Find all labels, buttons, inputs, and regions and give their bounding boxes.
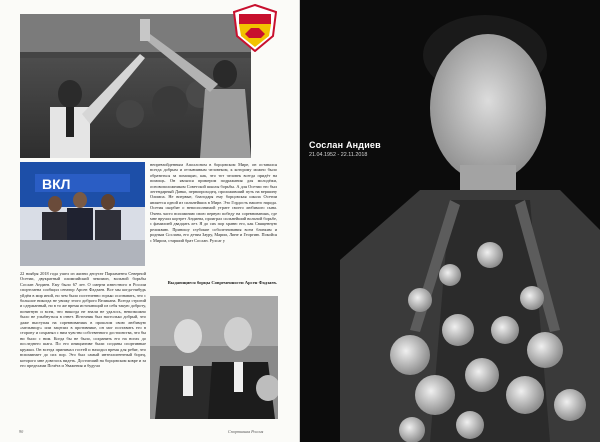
person-name: Сослан Андиев xyxy=(309,140,381,150)
article-text-left-column: 22 ноября 2018 года ушел из жизни депутат Парламента Северной Осетии, двукратный олимпийский чемпион, вольной борьбы Сослан Андиев. Ему было 67 лет. О смерти известного в России спортсмена сообщил сенатор Арсен Фадзаев. Все мы когда-нибудь уйдём в мир иной, но чем было постепенно горько осознавать, что с большое никогда не увижу этого доброго Великана. Всегда строгий и сдержанный, но в то же время источающий из себя такую доброту, понятную и всем, что никогда не знали не удалось, невозможно было не улыбнуться в ответ. Источник был настолько добрый, что даже выступая на соревнованиях в прошлом свою любимую «мельницу» или зацепил в противнике, он мог поставить его в сторону и сохранял с ним чувство собственного достоинства, что бы ни было с ним. Когда бы не было, сохранить его на ногах до последнего шага. По его инициативе были созданы спортивные кружки. Он всегда принимал гостей и находил время для ребят, что вспоминает до сих пор. Это был самый интеллигентный борец, которого мне довелось видеть. Достигший на борцовском ковре и за его пределами Почёта и Уважения и будучи xyxy=(20,271,146,368)
person-dates: 21.04.1952 - 22.11.2018 xyxy=(309,152,368,158)
svg-text:ВКЛ: ВКЛ xyxy=(42,176,71,192)
press-conference-photo xyxy=(20,162,145,266)
photo-caption: Выдающиеся борцы Современности Арсен Фадзаев. xyxy=(167,280,277,285)
journal-footer: Спортивная Россия xyxy=(228,429,264,434)
portrait-with-medals xyxy=(300,0,600,442)
north-ossetia-emblem xyxy=(233,4,277,52)
page-number: 90 xyxy=(19,429,24,434)
article-text-right-column: непревзойденным Аполлоном в борцовском Мире, он оставался всегда добрым и отзывчивым человеком, к которому можно было обратиться за помощью, как, что тот человек всегда придёт на помощь. Он являлся примером подражания для молодёжи, основоположником Советской школы борьбы. А для Осетии это был легендарный Данко, первопроходец, проложивший путь на вершину Олимпа. Не впервые, благодаря ему борцовская школа Осетии является одной из сильнейших в Мире. Это Гордость нашего народа. Осетия скорбит о невосполнимой утрате своего любимого сына. Очень часто вспоминаю свою первую победу на соревнованиях, где мне вручил кортрет Андиева, проиграл сильнейший вольной борьбе, с фамилией двадцать лет. Я до сих пор храню его, как Священную реликвию. Приношу глубокие соболезнования всем близким и родным Сослана, его детям Зауру, Марии, Лине и Георгию. Покойся с Миром, старший брат Сослан. Рухсаг у xyxy=(150,162,277,243)
right-page xyxy=(300,0,600,442)
wrestling-victory-photo xyxy=(20,14,251,158)
two-men-photo xyxy=(150,296,278,419)
